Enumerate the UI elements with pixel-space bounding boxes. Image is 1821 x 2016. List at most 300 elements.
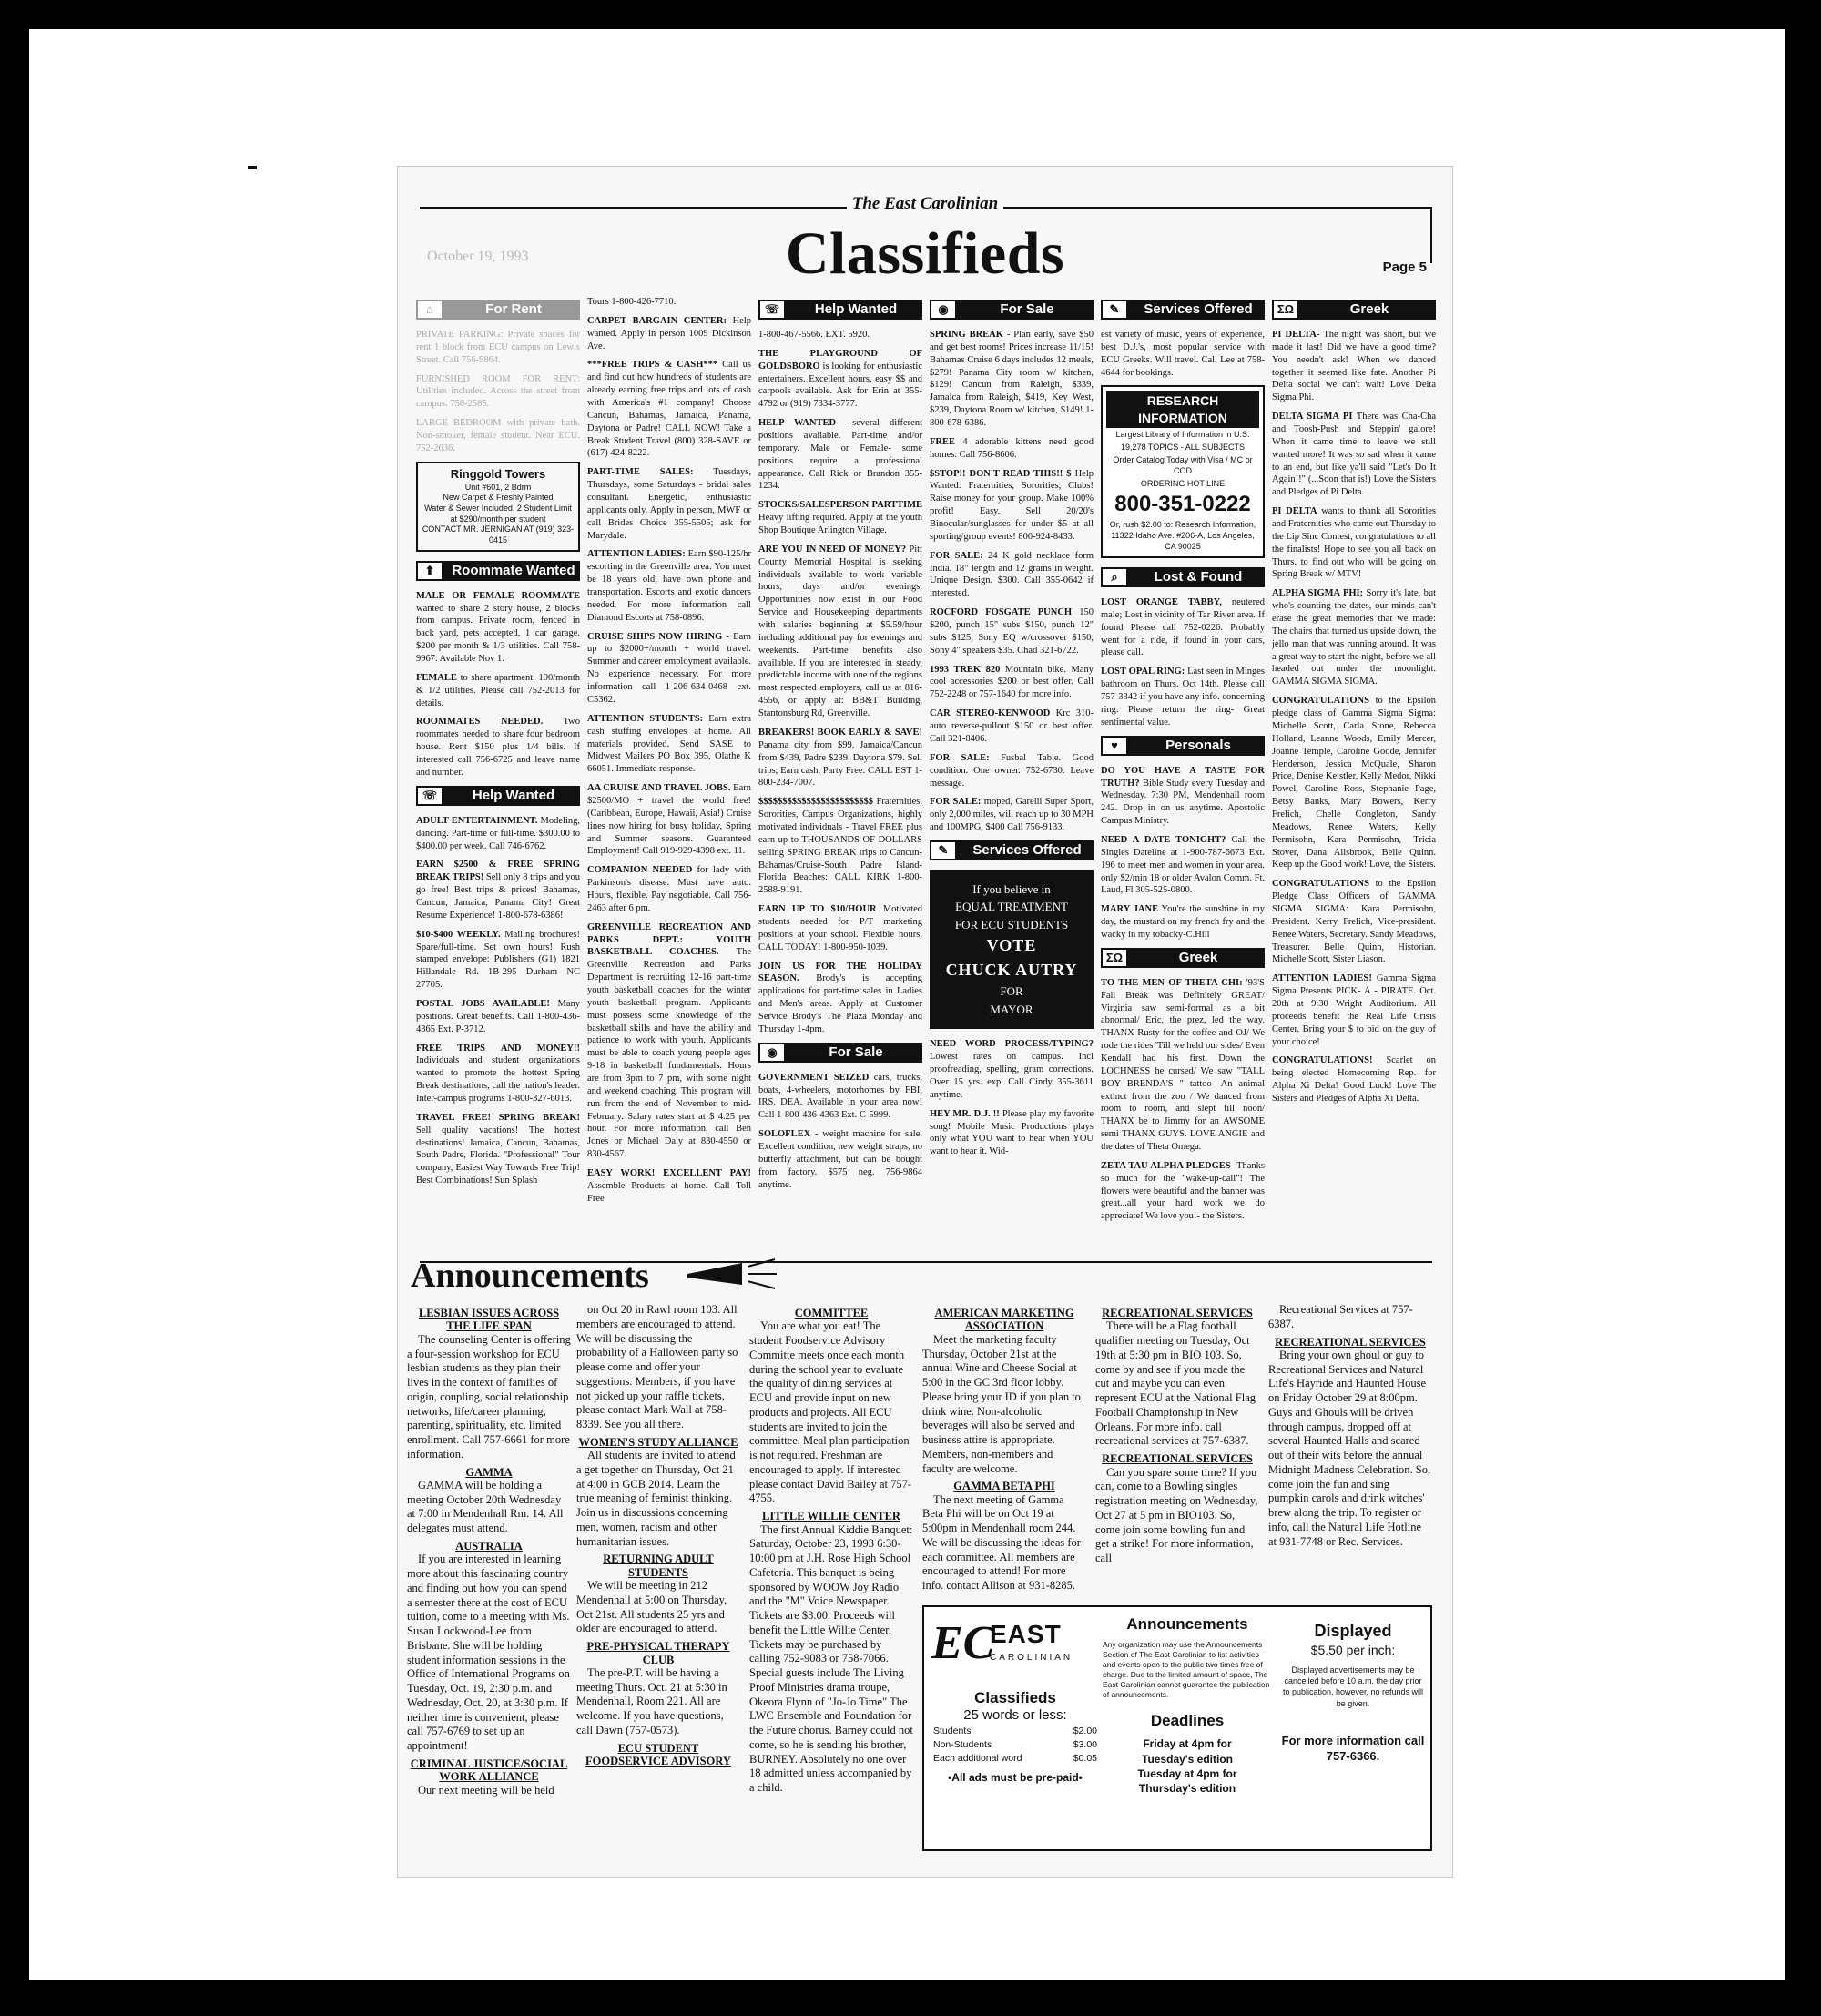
classified-ad — [416, 1112, 580, 1187]
ad-headline: ALPHA SIGMA PHI; — [1272, 588, 1364, 599]
ad-text: Last seen in Minges bathroom on Thurs. Oct 14th. Please call 757-3342 if you have any info. concerning ring. Please return the ring- Great sentimental value. — [1101, 667, 1265, 728]
classified-ad — [416, 859, 580, 921]
classified-ad — [758, 961, 922, 1036]
ad-text: Individuals and student organizations wanted to promote the hottest Spring Break destinations, call the nation's leader. Inter-campus programs 1-800-327-6013. — [416, 1055, 580, 1104]
logo-east: EAST — [990, 1620, 1062, 1648]
ad-text: The night was short, but we made it last! Did we have a good time? You needn't ask! When we danced together it seemed like fate. Another Pi Delta social we can't wait! Love Delta Sigma Phi. — [1272, 330, 1436, 403]
prepaid-note: •All ads must be pre-paid• — [948, 1771, 1083, 1784]
section-header-label: Lost & Found — [1154, 569, 1243, 585]
ad-text: Fusbal Table. Good condition. One owner. 752-6730. Leave message. — [930, 752, 1094, 789]
classified-ad — [930, 329, 1094, 430]
classified-ad — [758, 544, 922, 720]
services-icon: ✎ — [1101, 300, 1128, 320]
classified-ad — [587, 359, 751, 460]
ad-headline: CRUISE SHIPS NOW HIRING — [587, 631, 723, 642]
help-icon: ☏ — [416, 786, 443, 806]
ad-text: Help Wanted: Fraternities, Sororities, Clubs! Raise money for your group. Make 100% profit! Easy. Sell 20/20's Binocular/sunglasses for under $5 at all sporting/group events! 800-924-8433. — [930, 468, 1094, 542]
price-value: $3.00 — [1073, 1739, 1097, 1750]
ad-headline: STOCKS/SALESPERSON PARTTIME — [758, 500, 922, 511]
classified-ad — [758, 329, 922, 341]
classified-ad — [930, 796, 1094, 834]
announcement-heading: ECU STUDENT FOODSERVICE ADVISORY — [585, 1741, 731, 1767]
ad-headline: ARE YOU IN NEED OF MONEY? — [758, 544, 907, 555]
ad-headline: DELTA SIGMA PI — [1272, 412, 1353, 423]
classified-ad — [758, 348, 922, 411]
announcement-column — [407, 1303, 571, 1849]
section-header-label: For Rent — [485, 301, 542, 318]
classified-ad — [416, 373, 580, 412]
research-phone: 800-351-0222 — [1114, 491, 1251, 516]
ad-text: Panama city from $99, Jamaica/Cancun from $439, Padre $239, Daytona $79. Sell trips, Earn cash, Party Free. CALL EST 1-800-234-7007. — [758, 739, 922, 789]
deadline-line: Friday at 4pm for — [1143, 1737, 1232, 1751]
announcement-text: There will be a Flag football qualifier meeting on Tuesday, Oct 19th at 5:30 pm in BIO 103. So, come by and see if you made the cut and maybe you can even represent ECU at the National Flag Football Championship in New Orleans. For more info. call recreational services at 757-6387. — [1095, 1319, 1256, 1448]
announcement-column — [1268, 1303, 1432, 1594]
announcement-text: on Oct 20 in Rawl room 103. All members are encouraged to attend. We will be discussing the probability of a Halloween party so please come and offer your suggestions. Members, if you have not picked up your raffle tickets, please contact Mark Wall at 758-8339. See you all there. — [576, 1303, 738, 1431]
research-footer: Or, rush $2.00 to: Research Information, 11322 Idaho Ave. #206-A, Los Angeles, CA 90025 — [1109, 520, 1256, 552]
ad-headline: EASY WORK! EXCELLENT PAY! — [587, 1168, 751, 1178]
classified-rates-subtitle: 25 words or less: — [963, 1707, 1067, 1723]
announcement-text: The first Annual Kiddie Banquet: Saturday, October 23, 1993 6:30-10:00 pm at J.H. Rose High School Cafeteria. This banquet is being sponsored by WOOW Joy Radio and the "M" Voice Newspaper. Tickets are $3.00. Proceeds will benefit the Little Willie Center. Tickets may be purchased by calling 752-9083 or 758-7066. Special guests include The Living Proof Ministries drama troupe, Okeora Flynn of "Jo-Jo Time" The LWC Ensemble and Foundation for the Future chorus. Barney could not come, so he is sending his brother, BURNEY. Absolutely no one over 18 admitted unless accompanied by a child. — [749, 1522, 913, 1794]
announcement-heading: LITTLE WILLIE CENTER — [762, 1510, 900, 1523]
ad-text: wanted to share 2 story house, 2 blocks from campus. Private room, fenced in back yard, pets accepted, 1 car garage. $200 per month & 1/3 utilities. Call 758-9967. Available Nov 1. — [416, 603, 580, 665]
classified-ad — [1101, 977, 1265, 1154]
ad-text: Tours 1-800-426-7710. — [587, 297, 677, 307]
classified-ad — [1272, 878, 1436, 966]
ad-text: Mailing brochures! Spare/full-time. Set own hours! Rush stamped envelope: Publishers (G1) 1821 Hillandale Rd. 1B-295 Durham NC 27705. — [416, 929, 580, 991]
announcement-heading: AUSTRALIA — [455, 1539, 523, 1553]
ad-text: Many positions. Great benefits. Call 1-800-436-4365 Ext. P-3712. — [416, 998, 580, 1034]
announcement-text: Bring your own ghoul or guy to Recreational Services and Natural Life's Hayride and Haunted House on Friday October 29 at 8:00pm. Guys and Ghouls will be driven through campus, dropped off at several Haunted Halls and scared out of their wits before the annual Midnight Madness Celebration. So, come join the fun and sing pumpkin carols and drink witches' brew along the trip. To register or info, call the Natural Life Hotline at 931-7748 or Rec. Services. — [1268, 1348, 1431, 1548]
classified-column — [930, 296, 1094, 1252]
ad-headline: GOVERNMENT SEIZED — [758, 1072, 870, 1083]
ad-headline: SPRING BREAK — [930, 330, 1003, 340]
ad-text: is looking for enthusiastic entertainers. Excellent hours, easy $$ and carpools available. Ask for Erin at 355-4792 or (919) 7334-3777. — [758, 361, 922, 410]
ad-text: Earn $2500/MO + travel the world free! (Caribbean, Europe, Hawaii, Asia!) Cruise lines now hiring for busy holiday, Spring and Summer seasons. Guaranteed Employment! Call 919-929-4398 ext. 11. — [587, 783, 751, 857]
ad-text: Please play my favorite song! Mobile Music Productions plays only what YOU want to hear when YOU want to hear it. Wid- — [930, 1108, 1094, 1157]
vote-ad-line: VOTE — [986, 936, 1037, 955]
classified-ad — [758, 796, 922, 897]
announcement-text: All students are invited to attend a get together on Thursday, Oct 21 at 4:00 in GCB 2014. Learn the true meaning of feminist thinking. Join us in discussions concerning men, women, racism and other humanitarian issues. — [576, 1449, 736, 1548]
classified-ad — [416, 672, 580, 710]
ad-text: 24 K gold necklace form India. 18" length and 12 grams in weight. Unique Design. $300. Call 355-0642 if interested. — [930, 550, 1094, 599]
research-phone-label: ORDERING HOT LINE — [1140, 478, 1226, 488]
up-arrow-icon: ⬆ — [416, 561, 443, 581]
ad-headline: $10-$400 WEEKLY. — [416, 929, 501, 940]
ringgold-line: Water & Sewer Included, 2 Student Limit — [424, 504, 572, 513]
classified-ad — [1272, 411, 1436, 499]
greek-letters-icon: ΣΩ — [1272, 300, 1299, 320]
classified-ad — [587, 921, 751, 1161]
classified-ad — [930, 468, 1094, 544]
displayed-title: Displayed — [1314, 1622, 1392, 1640]
classified-ad — [1272, 505, 1436, 581]
ad-headline: FEMALE — [416, 672, 457, 683]
classified-column — [587, 296, 751, 1252]
ad-text: Earn $90-125/hr escorting in the Greenville area. You must be 18 years old, have own phone and transportation. Escorts and exotic dancers needed. For more information call Diamond Escorts at 758-0896. — [587, 549, 751, 623]
classified-ad — [930, 436, 1094, 462]
ad-headline: DO YOU HAVE A TASTE FOR TRUTH? — [1101, 765, 1265, 789]
research-line: Largest Library of Information in U.S. — [1115, 430, 1250, 440]
research-title: RESEARCH INFORMATION — [1106, 391, 1259, 428]
ad-headline: ATTENTION LADIES! — [1272, 973, 1372, 984]
ad-text: Earn extra cash stuffing envelopes at home. All materials provided. Send SASE to Midwest Mailers PO Box 395, Olathe K 66051. Immediate response. — [587, 713, 751, 775]
classified-column — [1101, 296, 1265, 1252]
classified-ad — [587, 315, 751, 353]
ad-text: Assemble Products at home. Call Toll Free — [587, 1180, 751, 1204]
announcement-policy-text: Any organization may use the Announcements Section of The East Carolinian to list activities and events open to the public two times free of charge. Due to the limited amount of space, The East Carolinian cannot guarantee the publication of announcements. — [1103, 1640, 1270, 1700]
rates-info-box — [922, 1605, 1432, 1851]
ad-headline: PI DELTA- — [1272, 330, 1320, 340]
announcement-policy — [1103, 1614, 1272, 1796]
ad-headline: SOLOFLEX — [758, 1129, 811, 1140]
section-header-greek — [1272, 300, 1436, 320]
ad-headline: CARPET BARGAIN CENTER: — [587, 315, 727, 326]
ad-headline: FREE — [930, 436, 956, 447]
section-header-label: For Sale — [829, 1044, 883, 1060]
ad-text: Sorry it's late, but who's counting the dates, our minds can't erase the great memories that we made: The chairs that turned us upside down, the jello man that was running around. It was a great way to start the night, before we all headed out under the moonlight. GAMMA SIGMA SIGMA. — [1272, 588, 1436, 687]
services-icon: ✎ — [930, 840, 957, 860]
ad-headline: CONGRATULATIONS! — [1272, 1055, 1373, 1066]
classified-ad — [930, 664, 1094, 702]
ad-text: Two roommates needed to share four bedroom house. Rent $150 plus 1/4 bills. If interested call 756-6725 and leave name and number. — [416, 717, 580, 778]
announcement-text: The next meeting of Gamma Beta Phi will be on Oct 19 at 5:00pm in Mendenhall room 244. We will be discussing the ideas for each committee. All members are encouraged to attend! For more info. contact Allison at 931-8285. — [922, 1492, 1081, 1593]
vote-chuck-autry-ad — [930, 870, 1094, 1030]
ad-headline: JOIN US FOR THE HOLIDAY SEASON. — [758, 961, 922, 984]
classified-ad — [416, 716, 580, 779]
ringgold-line: New Carpet & Freshly Painted — [443, 493, 554, 503]
house-icon: ⌂ — [416, 300, 443, 320]
ad-headline: ROCFORD FOSGATE PUNCH — [930, 607, 1073, 618]
scan-speck — [248, 166, 257, 169]
ad-headline: TRAVEL FREE! SPRING BREAK! — [416, 1112, 580, 1123]
research-information-ad — [1101, 385, 1265, 558]
ad-headline: 1993 TREK 820 — [930, 664, 1001, 675]
ad-text: est variety of music, years of experience, best D.J.'s, most popular service with ECU Greeks. Will travel. Call Lee at 758-4644 for bookings. — [1101, 330, 1265, 378]
classified-ad — [587, 548, 751, 624]
announcement-policy-title: Announcements — [1126, 1615, 1248, 1633]
ad-headline: ADULT ENTERTAINMENT. — [416, 815, 538, 826]
announcement-heading: COMMITTEE — [794, 1307, 869, 1319]
ringgold-towers-ad — [416, 462, 580, 552]
section-header-label: Greek — [1178, 949, 1218, 965]
section-title: Classifieds — [785, 220, 1065, 287]
price-row — [933, 1753, 1097, 1764]
ad-headline: EARN $2500 & FREE SPRING BREAK TRIPS! — [416, 860, 580, 883]
ad-headline: NEED WORD PROCESS/TYPING? — [930, 1039, 1094, 1050]
ad-text: Lowest rates on campus. Incl proofreading, spelling, gram corrections. Over 15 yrs. exp. Call Cindy 355-3611 anytime. — [930, 1052, 1094, 1100]
ad-headline: AA CRUISE AND TRAVEL JOBS. — [587, 783, 731, 794]
announcement-text: You are what you eat! The student Foodservice Advisory Committe meets once each month during the school year to evaluate the quality of dining services at ECU and provide input on new products and projects. All ECU students are invited to join the committee. Meal plan participation is not required. Freshman are encouraged to apply. If interested please contact David Bailey at 757-4755. — [749, 1319, 912, 1505]
ad-text: '93'S Fall Break was Definitely GREAT/ Virginia saw semi-formal as a bit abnormal/ Eric, the prez, led the way, THANX Rusty for the coffee and OJ/ We rode the rides 'Till we held our sides/ Even Kendall had his first, Down the LOCHNESS he cursed/ We saw "TALL BOY BRENDA'S " tattoo- An animal extinct from the zoo / We danced from room to room, and slept till noon/ THANX be to Jimmy for an AWSOME semi THANX GUYS. LOVE ANGIE and the dates of Theta Omega. — [1101, 977, 1265, 1152]
section-header-label: Roommate Wanted — [452, 562, 575, 578]
classified-ad — [587, 864, 751, 914]
ad-text: LARGE BEDROOM with private bath. Non-smoker, female student. Near ECU. 752-2636. — [416, 418, 580, 453]
price-label: Each additional word — [933, 1753, 1022, 1764]
vote-ad-line: EQUAL TREATMENT — [955, 900, 1068, 914]
ad-text: FURNISHED ROOM FOR RENT: Utilities included. Across the street from campus. 758-2585. — [416, 373, 580, 410]
announcement-column — [749, 1303, 913, 1849]
ad-headline: ***FREE TRIPS & CASH*** — [587, 360, 718, 371]
ad-text: neutered male; Lost in vicinity of Tar River area. If found Please call 752-0226. Probably went for a ride, if found in your cars, please call. — [1101, 597, 1265, 658]
ad-text: 1-800-467-5566. EXT. 5920. — [758, 330, 870, 340]
ad-text: Modeling, dancing. Part-time or full-time. $300.00 to $400.00 per week. Call 746-6762. — [416, 815, 580, 851]
classified-ad — [1101, 765, 1265, 828]
section-header-label: Help Wanted — [472, 787, 555, 803]
classified-column — [1272, 296, 1436, 1252]
ad-text: to share apartment. 190/month & 1/2 utilities. Please call 752-2013 for details. — [416, 672, 580, 708]
section-header-label: For Sale — [1000, 301, 1054, 318]
classified-ad — [1101, 903, 1265, 942]
classified-column — [758, 296, 922, 1252]
ad-text: Sell only 8 trips and you go free! Best trips & prices! Bahamas, Cancun, Jamaica, Panama City! Great Resume Experience! 1-800-678-6386! — [416, 872, 580, 921]
section-header-greek — [1101, 948, 1265, 968]
announcement-heading: WOMEN'S STUDY ALLIANCE — [578, 1435, 738, 1449]
section-header-for-rent — [416, 300, 580, 320]
price-value: $2.00 — [1073, 1726, 1097, 1736]
classified-ad — [1101, 666, 1265, 728]
page-number: Page 5 — [1382, 260, 1427, 275]
ad-headline: TO THE MEN OF THETA CHI: — [1101, 977, 1243, 988]
ad-text: Heavy lifting required. Apply at the youth Shop Boutique Arlington Village. — [758, 513, 922, 536]
classified-ad — [1272, 695, 1436, 871]
ringgold-line: Unit #601, 2 Bdrm — [464, 482, 532, 492]
announcement-heading: GAMMA — [465, 1465, 513, 1479]
announcements-title: Announcements — [411, 1257, 649, 1295]
ad-headline: FOR SALE: — [930, 752, 990, 763]
classified-ad — [587, 296, 751, 309]
classified-ad — [416, 998, 580, 1036]
classified-rates — [933, 1689, 1097, 1784]
search-icon: ⌕ — [1101, 567, 1128, 587]
classified-ad — [1272, 587, 1436, 688]
ad-text: wants to thank all Sororities and Fraternities who came out Thursday to the Lip Sinc Contest, congratulations to all the finalists! Hope to see you all back on Thurs. to find out who will be going on Spring Break w/ MTV! — [1272, 506, 1436, 580]
classified-ad — [930, 606, 1094, 657]
ad-text: You're the sunshine in my day, the mustard on my french fry and the wacky in my tobacky-C.Hill — [1101, 904, 1265, 940]
help-icon: ☏ — [758, 300, 786, 320]
classified-ad — [1101, 596, 1265, 659]
price-label: Students — [933, 1726, 972, 1736]
classified-ad — [758, 1072, 922, 1122]
section-header-label: Greek — [1349, 301, 1389, 318]
announcement-heading: AMERICAN MARKETING ASSOCIATION — [934, 1307, 1074, 1333]
ad-text: - Plan early, save $50 and get best rooms! Prices increase 11/15! Bahamas Cruise 6 days includes 12 meals, $279! Panama City room w/ kitchen, $129! Cancun from Raleigh, $339, Jamaica from Raleigh, $419, Key West, $239, Daytona Room w/ kitchen, $149! 1-800-678-6386. — [930, 330, 1094, 429]
ad-headline: NEED A DATE TONIGHT? — [1101, 834, 1226, 845]
ad-headline: THE PLAYGROUND OF GOLDSBORO — [758, 348, 922, 372]
research-line: 19,278 TOPICS - ALL SUBJECTS — [1121, 443, 1245, 453]
ad-text: for lady with Parkinson's disease. Must have auto. Hours, flexible. Pay negotiable. Call 756-2463 after 6 pm. — [587, 865, 751, 913]
section-header-label: Services Offered — [1144, 301, 1253, 318]
ad-headline: CONGRATULATIONS — [1272, 879, 1369, 890]
announcement-heading: RECREATIONAL SERVICES — [1102, 1452, 1253, 1466]
announcement-text: If you are interested in learning more about this fascinating country and finding out how you can spend a semester there at the cost of ECU tuition, come to a meeting with Ms. Susan Lockwood-Lee from Brisbane. She will be holding student information sessions in the Office of International Programs on Tuesday, Oct. 19, 2:30 p.m. and Wednesday, Oct. 20, at 3:30 p.m. If neither time is convenient, please call 757-6769 to set up an appointment! — [407, 1553, 570, 1752]
classified-ad — [758, 727, 922, 789]
ad-headline: EARN UP TO $10/HOUR — [758, 904, 877, 915]
announcement-text: GAMMA will be holding a meeting October 20th Wednesday at 7:00 in Mendenhall Rm. 14. All delegates must attend. — [407, 1478, 564, 1535]
classified-ad — [587, 466, 751, 542]
announcement-heading: GAMMA BETA PHI — [953, 1480, 1055, 1493]
announcement-text: The counseling Center is offering a four-session workshop for ECU lesbian students as they plan their lives in the context of families of origin, coupling, social relationship networks, life/career planning, parenting, spirituality, etc. limited enrollment. Call 757-6661 for more information. — [407, 1332, 571, 1461]
ad-text: --several different positions available. Part-time and/or temporary. Male or Female- some positions require a professional appearance. Call Rick or Brandon 355-1234. — [758, 418, 922, 492]
ad-headline: FREE TRIPS AND MONEY!! — [416, 1043, 580, 1054]
ad-text: - Earn up to $2000+/month + world travel. Summer and career employment available. No experience necessary. For more information call 1-206-634-0468 ext. C5362. — [587, 631, 751, 705]
ringgold-title: Ringgold Towers — [450, 466, 546, 481]
displayed-price: $5.50 per inch: — [1310, 1643, 1396, 1658]
announcement-text: We will be meeting in 212 Mendenhall at 5:00 on Thursday, Oct 21st. All students 25 yrs and older are encouraged to attend. — [576, 1579, 727, 1635]
classified-ad — [587, 1167, 751, 1206]
section-header-services-offered — [1101, 300, 1265, 320]
ad-text: to the Epsilon Pledge Class Officers of GAMMA SIGMA SIGMA: Kara Permisohn, President. Kerry Frelich, Vice-president. Renee Waters, Secretary. Sandy Meadows, Treasurer. Belle Quinn, Historian. Michelle Scott, Sister Liason. — [1272, 879, 1436, 965]
announcement-text: The pre-P.T. will be having a meeting Thurs. Oct. 21 at 5:30 in Mendenhall, Room 221. All are welcome. If you have questions, call Dawn (757-0573). — [576, 1665, 727, 1736]
deadline-line: Tuesday's edition — [1142, 1752, 1233, 1766]
ad-text: There was Cha-Cha and Toosh-Push and Steppin' galore! When it came time to leave we still wanted more! It was so sad when it came to an end, but like ya'll said "Let's Do It Again!!" (...Soon that is!) Love the Sisters and Pledges of Pi Delta. — [1272, 412, 1436, 498]
announcement-column — [922, 1303, 1086, 1594]
ad-headline: $STOP!! DON'T READ THIS!! $ — [930, 468, 1072, 479]
ad-text: 150 $200, punch 15" subs $150, punch 12" subs $125, Sony EQ w/crossover $150, Sony 4" speakers $35. Chad 321-6722. — [930, 607, 1094, 656]
ad-text: moped, Garelli Super Sport, only 2,000 miles, will reach up to 30 MPH and 100MPG, $400 Call 756-9133. — [930, 797, 1094, 833]
section-header-for-sale — [758, 1043, 922, 1063]
section-header-lost-found — [1101, 567, 1265, 587]
ad-text: - weight machine for sale. Excellent condition, new weight straps, no butterfly attachment, but can be bought from factory. $575 neg. 756-9864 anytime. — [758, 1129, 922, 1190]
section-header-label: Personals — [1165, 737, 1231, 753]
personals-icon: ♥ — [1101, 736, 1128, 756]
ad-text: cars, trucks, boats, 4-wheelers, motorhomes by FBI, IRS, DEA. Available in your area now! Call 1-800-436-4363 Ext. C-5999. — [758, 1072, 922, 1121]
classified-ad — [930, 1038, 1094, 1101]
ad-text: Call us and find out how hundreds of students are already earning free trips and lots of cash with America's #1 company! Choose Cancun, Bahamas, Jamaica, Panama, Daytona or Padre! CALL NOW! Take a Break Student Travel (800) 328-SAVE or (617) 424-8222. — [587, 360, 751, 459]
classified-ad — [1272, 972, 1436, 1048]
ad-text: Krc 310-auto reverse-pullout $150 or best offer. Call 321-8406. — [930, 708, 1094, 744]
newspaper-page — [397, 166, 1453, 1878]
ad-text: Bible Study every Tuesday and Wednesday. 7:30 PM, Mendenhall room 242. Drop in on us anytime. Apostolic Campus Ministry. — [1101, 778, 1265, 827]
ad-headline: CONGRATULATIONS — [1272, 696, 1369, 707]
ad-headline: CAR STEREO-KENWOOD — [930, 708, 1051, 719]
classified-ad — [1101, 329, 1265, 379]
classified-ad — [758, 499, 922, 537]
classified-ad — [1101, 1160, 1265, 1223]
ad-headline: MARY JANE — [1101, 904, 1159, 915]
ad-text: Brody's is accepting applications for part-time sales in Ladies and Men's areas. Apply at Customer Service Brody's The Plaza Monday and Thursday 1-4pm. — [758, 973, 922, 1034]
classified-ad — [587, 631, 751, 707]
ad-headline: PI DELTA — [1272, 506, 1317, 517]
ad-headline: ATTENTION LADIES: — [587, 549, 686, 560]
displayed-rates — [1281, 1620, 1425, 1765]
ad-headline: MALE OR FEMALE ROOMMATE — [416, 590, 580, 601]
deadlines-title: Deadlines — [1150, 1712, 1225, 1730]
section-header-label: Services Offered — [972, 842, 1082, 859]
announcement-column — [576, 1303, 740, 1849]
ad-text: Mountain bike. Many cool accessories $200 or best offer. Call 752-2248 or 757-1640 for more info. — [930, 664, 1094, 700]
price-row — [933, 1739, 1097, 1750]
deadline-line: Tuesday at 4pm for — [1137, 1767, 1237, 1780]
classified-ad — [930, 708, 1094, 746]
announcement-heading: CRIMINAL JUSTICE/SOCIAL WORK ALLIANCE — [410, 1756, 568, 1784]
classified-ad — [416, 329, 580, 367]
price-label: Non-Students — [933, 1739, 992, 1750]
ad-text: to the Epsilon pledge class of Gamma Sigma Sigma: Michelle Scott, Carla Stone, Rebecca Holland, Leanne Woods, Emily Mercer, Joanne Temple, Caroline Goode, Jennifer Henderson, Jessica McQuale, Sharon Price, Denise Keistler, Kelly Medor, Nikki Powel, Caroline Ross, Stephanie Page, Betsy Banks, Mary Bowers, Kerry Frelich, Chelle Congleton, Sandy Meadows, Renee Waters, Kelly Permisohn, Kara Permisohn, Tricia Stover, Dana Allsbrook, Belle Quinn. Keep up the Good work! Love, the Sisters. — [1272, 696, 1436, 871]
classified-ad — [930, 752, 1094, 790]
classified-ad — [587, 782, 751, 858]
ad-headline: PART-TIME SALES: — [587, 467, 694, 478]
ad-text: Pitt County Memorial Hospital is seeking individuals available to work variable hours, days and/or evenings. Opportunities now exist in our Food Service and Housekeeping departments with salaries beginning at $5.59/hour including additional pay for evenings and weekends. Part-time benefits also available. If you are interested in steady, predictable income with one of the regions most respected employers, call us at 816-4556, or apply at: BB&T Building, Stantonsburg Rd, Greenville. — [758, 544, 922, 719]
ad-headline: FOR SALE: — [930, 550, 983, 561]
ad-headline: BREAKERS! BOOK EARLY & SAVE! — [758, 727, 922, 738]
announcement-text: Meet the marketing faculty Thursday, October 21st at the annual Wine and Cheese Social at 5:00 in the GC 3rd floor lobby. Please bring your ID if you plan to drink wine. Non-alcoholic beverages will also be served and business attire is appropriate. Members, non-members and faculty are welcome. — [922, 1332, 1081, 1475]
more-info-contact: For more information call 757-6366. — [1281, 1733, 1425, 1764]
ad-text: Scarlet on being elected Homecoming Rep. for Alpha Xi Delta! Good Luck! Love The Sisters and Pledges of Alpha Xi Delta. — [1272, 1055, 1436, 1104]
ad-headline: FOR SALE: — [930, 797, 982, 808]
ad-headline: HELP WANTED — [758, 418, 837, 429]
section-header-services-offered — [930, 840, 1094, 860]
section-header-roommate-wanted — [416, 561, 580, 581]
section-header-for-sale — [930, 300, 1094, 320]
greek-letters-icon: ΣΩ — [1101, 948, 1128, 968]
classified-ad — [416, 1043, 580, 1105]
paper-name: The East Carolinian — [847, 194, 1004, 213]
ad-headline: GREENVILLE RECREATION AND PARKS DEPT.: YOUTH BASKETBALL COACHES. — [587, 921, 751, 958]
classified-ad — [416, 815, 580, 853]
vote-ad-line: CHUCK AUTRY — [945, 961, 1078, 980]
announcement-text: Recreational Services at 757-6387. — [1268, 1303, 1413, 1330]
classified-ad — [1101, 834, 1265, 897]
announcement-heading: RECREATIONAL SERVICES — [1275, 1335, 1426, 1349]
page-background — [29, 29, 1785, 1980]
classified-ad — [416, 417, 580, 455]
announcement-text: Can you spare some time? If you can, come to a Bowling singles registration meeting on Wednesday, Oct 27 at 5 pm in BIO103. So, come join some bowling fun and get a strike! For more information, call — [1095, 1465, 1258, 1564]
price-row — [933, 1726, 1097, 1736]
classified-ad — [587, 713, 751, 776]
research-line: Order Catalog Today with Visa / MC or COD — [1113, 455, 1253, 475]
vote-ad-line: FOR ECU STUDENTS — [954, 917, 1069, 932]
ad-text: Call the Singles Dateline at 1-900-787-6673 Ext. 196 to meet men and women in your area. only $2/min 18 or older Avalon Comm. Ft. Laud, Fl 305-525-0800. — [1101, 834, 1265, 896]
ad-headline: $$$$$$$$$$$$$$$$$$$$$$$$ — [758, 797, 873, 808]
ringgold-line: CONTACT MR. JERNIGAN AT (919) 323-0415 — [422, 524, 575, 545]
deadline-line: Thursday's edition — [1138, 1782, 1236, 1796]
vote-ad-line: If you believe in — [972, 881, 1051, 896]
classified-ad — [930, 1108, 1094, 1158]
ad-headline: POSTAL JOBS AVAILABLE! — [416, 998, 550, 1009]
announcement-heading: LESBIAN ISSUES ACROSS THE LIFE SPAN — [418, 1307, 560, 1333]
announcement-heading: PRE-PHYSICAL THERAPY CLUB — [586, 1640, 730, 1666]
classified-ad — [758, 417, 922, 493]
logo-mark: EC — [931, 1617, 995, 1669]
ringgold-line: at $290/month per student — [450, 514, 546, 524]
ad-headline: COMPANION NEEDED — [587, 865, 693, 876]
ad-text: The Greenville Recreation and Parks Department is recruiting 12-16 part-time youth basketball coaches for the winter youth basketball program. Applicants must possess some knowledge of the basketball skills and have the ability and patience to work with youth. Applicants must be able to coach young people ages 9-18 in basketball fundamentals. Hours are from 3pm to 7 pm, with some night and weekend coaching. This program will run from the end of November to mid-February. Salary rates start at $ 4.25 per hour. For more information, call Ben Jones or Michael Daly at 830-4550 or 830-4567. — [587, 947, 751, 1160]
ad-text: Thanks so much for the "wake-up-call"! The flowers were beautiful and the banner was great...all your hard work we do appreciate! We love you!- the Sisters. — [1101, 1160, 1265, 1222]
ad-headline: ZETA TAU ALPHA PLEDGES- — [1101, 1160, 1235, 1171]
ad-headline: LOST ORANGE TABBY, — [1101, 597, 1222, 608]
ad-text: Fraternities, Sororities, Campus Organizations, highly motivated individuals - Travel FREE plus earn up to THOUSANDS OF DOLLARS selling SPRING BREAK trips to Cancun-Bahamas/Cruise-South Padre Island-Florida Beaches: CALL KIRK 1-800-2588-9191. — [758, 797, 922, 896]
megaphone-icon — [687, 1257, 778, 1294]
tag-icon: ◉ — [930, 300, 957, 320]
ad-text: Motivated students needed for P/T marketing positions at your school. Flexible hours. CALL TODAY! 1-800-950-1039. — [758, 904, 922, 952]
price-value: $0.05 — [1073, 1753, 1097, 1764]
logo-carolinian: CAROLINIAN — [990, 1653, 1073, 1663]
vote-ad-line: MAYOR — [990, 1002, 1033, 1016]
ad-text: Sell quality vacations! The hottest destinations! Jamaica, Cancun, Bahamas, South Padre, Florida. "Professional" Tour company, Easiest Way Towards Free Trip! Best Combinations! Sun Splash — [416, 1125, 580, 1186]
ad-text: Help wanted. Apply in person 1009 Dickinson Ave. — [587, 315, 751, 351]
ad-text: Gamma Sigma Sigma Presents PICK- A - PIRATE. Oct. 20th at 9:30 Wright Auditorium. All proceeds benefit the Real Life Crisis Center. Bring your $ to bid on the guy of your choice! — [1272, 973, 1436, 1047]
section-header-help-wanted — [758, 300, 922, 320]
classified-ad — [758, 903, 922, 953]
classified-ad — [1272, 1054, 1436, 1105]
vote-ad-line: FOR — [1000, 984, 1023, 999]
classified-ad — [416, 590, 580, 666]
ad-text: 4 adorable kittens need good homes. Call 756-8606. — [930, 436, 1094, 460]
section-header-personals — [1101, 736, 1265, 756]
classified-ad — [930, 550, 1094, 600]
classified-rates-title: Classifieds — [974, 1689, 1056, 1706]
issue-date: October 19, 1993 — [427, 249, 529, 264]
